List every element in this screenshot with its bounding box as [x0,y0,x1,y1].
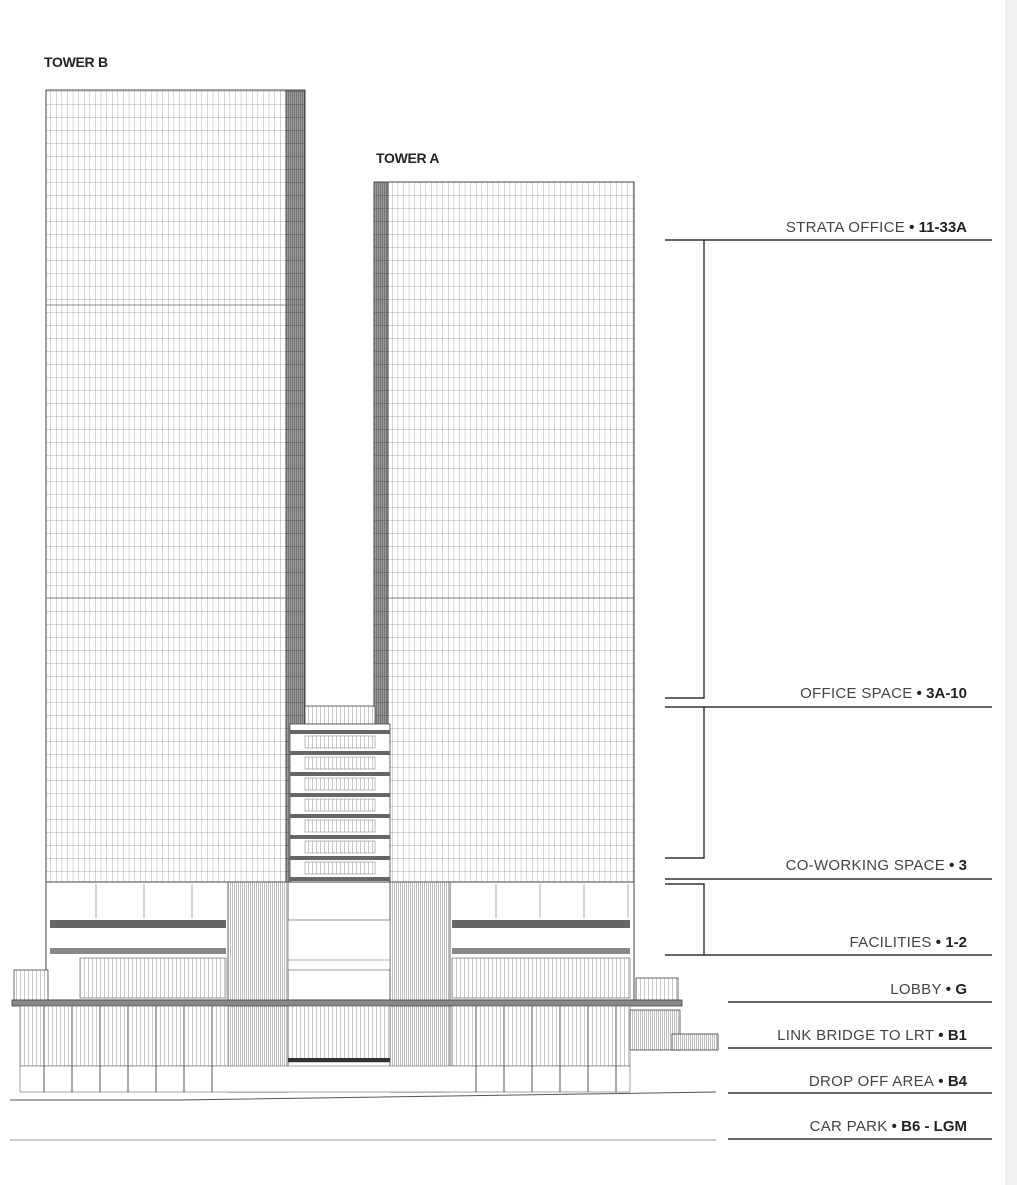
level-name: CO-WORKING SPACE [785,857,946,874]
level-label [850,934,967,951]
level-separator: • [909,219,915,236]
level-code: B6 - LGM [901,1118,967,1135]
level-code: G [955,981,967,998]
level-name: STRATA OFFICE [785,219,906,236]
level-separator: • [916,685,923,702]
connector-block [290,706,390,895]
level-label [786,219,967,236]
level-label [890,981,967,998]
tower-a-shape [374,182,634,882]
level-name: DROP OFF AREA [808,1073,935,1090]
tower-b-label: TOWER B [44,54,108,70]
level-separator: • [935,934,942,951]
level-code: B4 [947,1073,967,1090]
level-name: FACILITIES [849,934,932,951]
level-label [809,1073,967,1090]
level-code: B1 [947,1027,967,1044]
level-separator: • [938,1027,944,1044]
tower-b-shape [46,90,305,882]
level-label [810,1118,967,1135]
level-name: OFFICE SPACE [800,685,913,702]
scrollbar[interactable] [1005,0,1017,1185]
level-label [800,685,967,702]
level-name: CAR PARK [809,1118,888,1135]
level-label [777,1027,967,1044]
level-name: LOBBY [890,981,942,998]
level-code: 3 [958,857,967,874]
level-code: 3A-10 [926,685,967,702]
level-separator: • [891,1118,898,1135]
level-code: 11-33A [918,219,967,236]
level-label [786,857,967,874]
level-separator: • [945,981,952,998]
level-separator: • [938,1073,944,1090]
level-code: 1-2 [945,934,967,951]
tower-a-label: TOWER A [376,150,440,166]
level-name: LINK BRIDGE TO LRT [777,1027,935,1044]
level-separator: • [949,857,955,874]
